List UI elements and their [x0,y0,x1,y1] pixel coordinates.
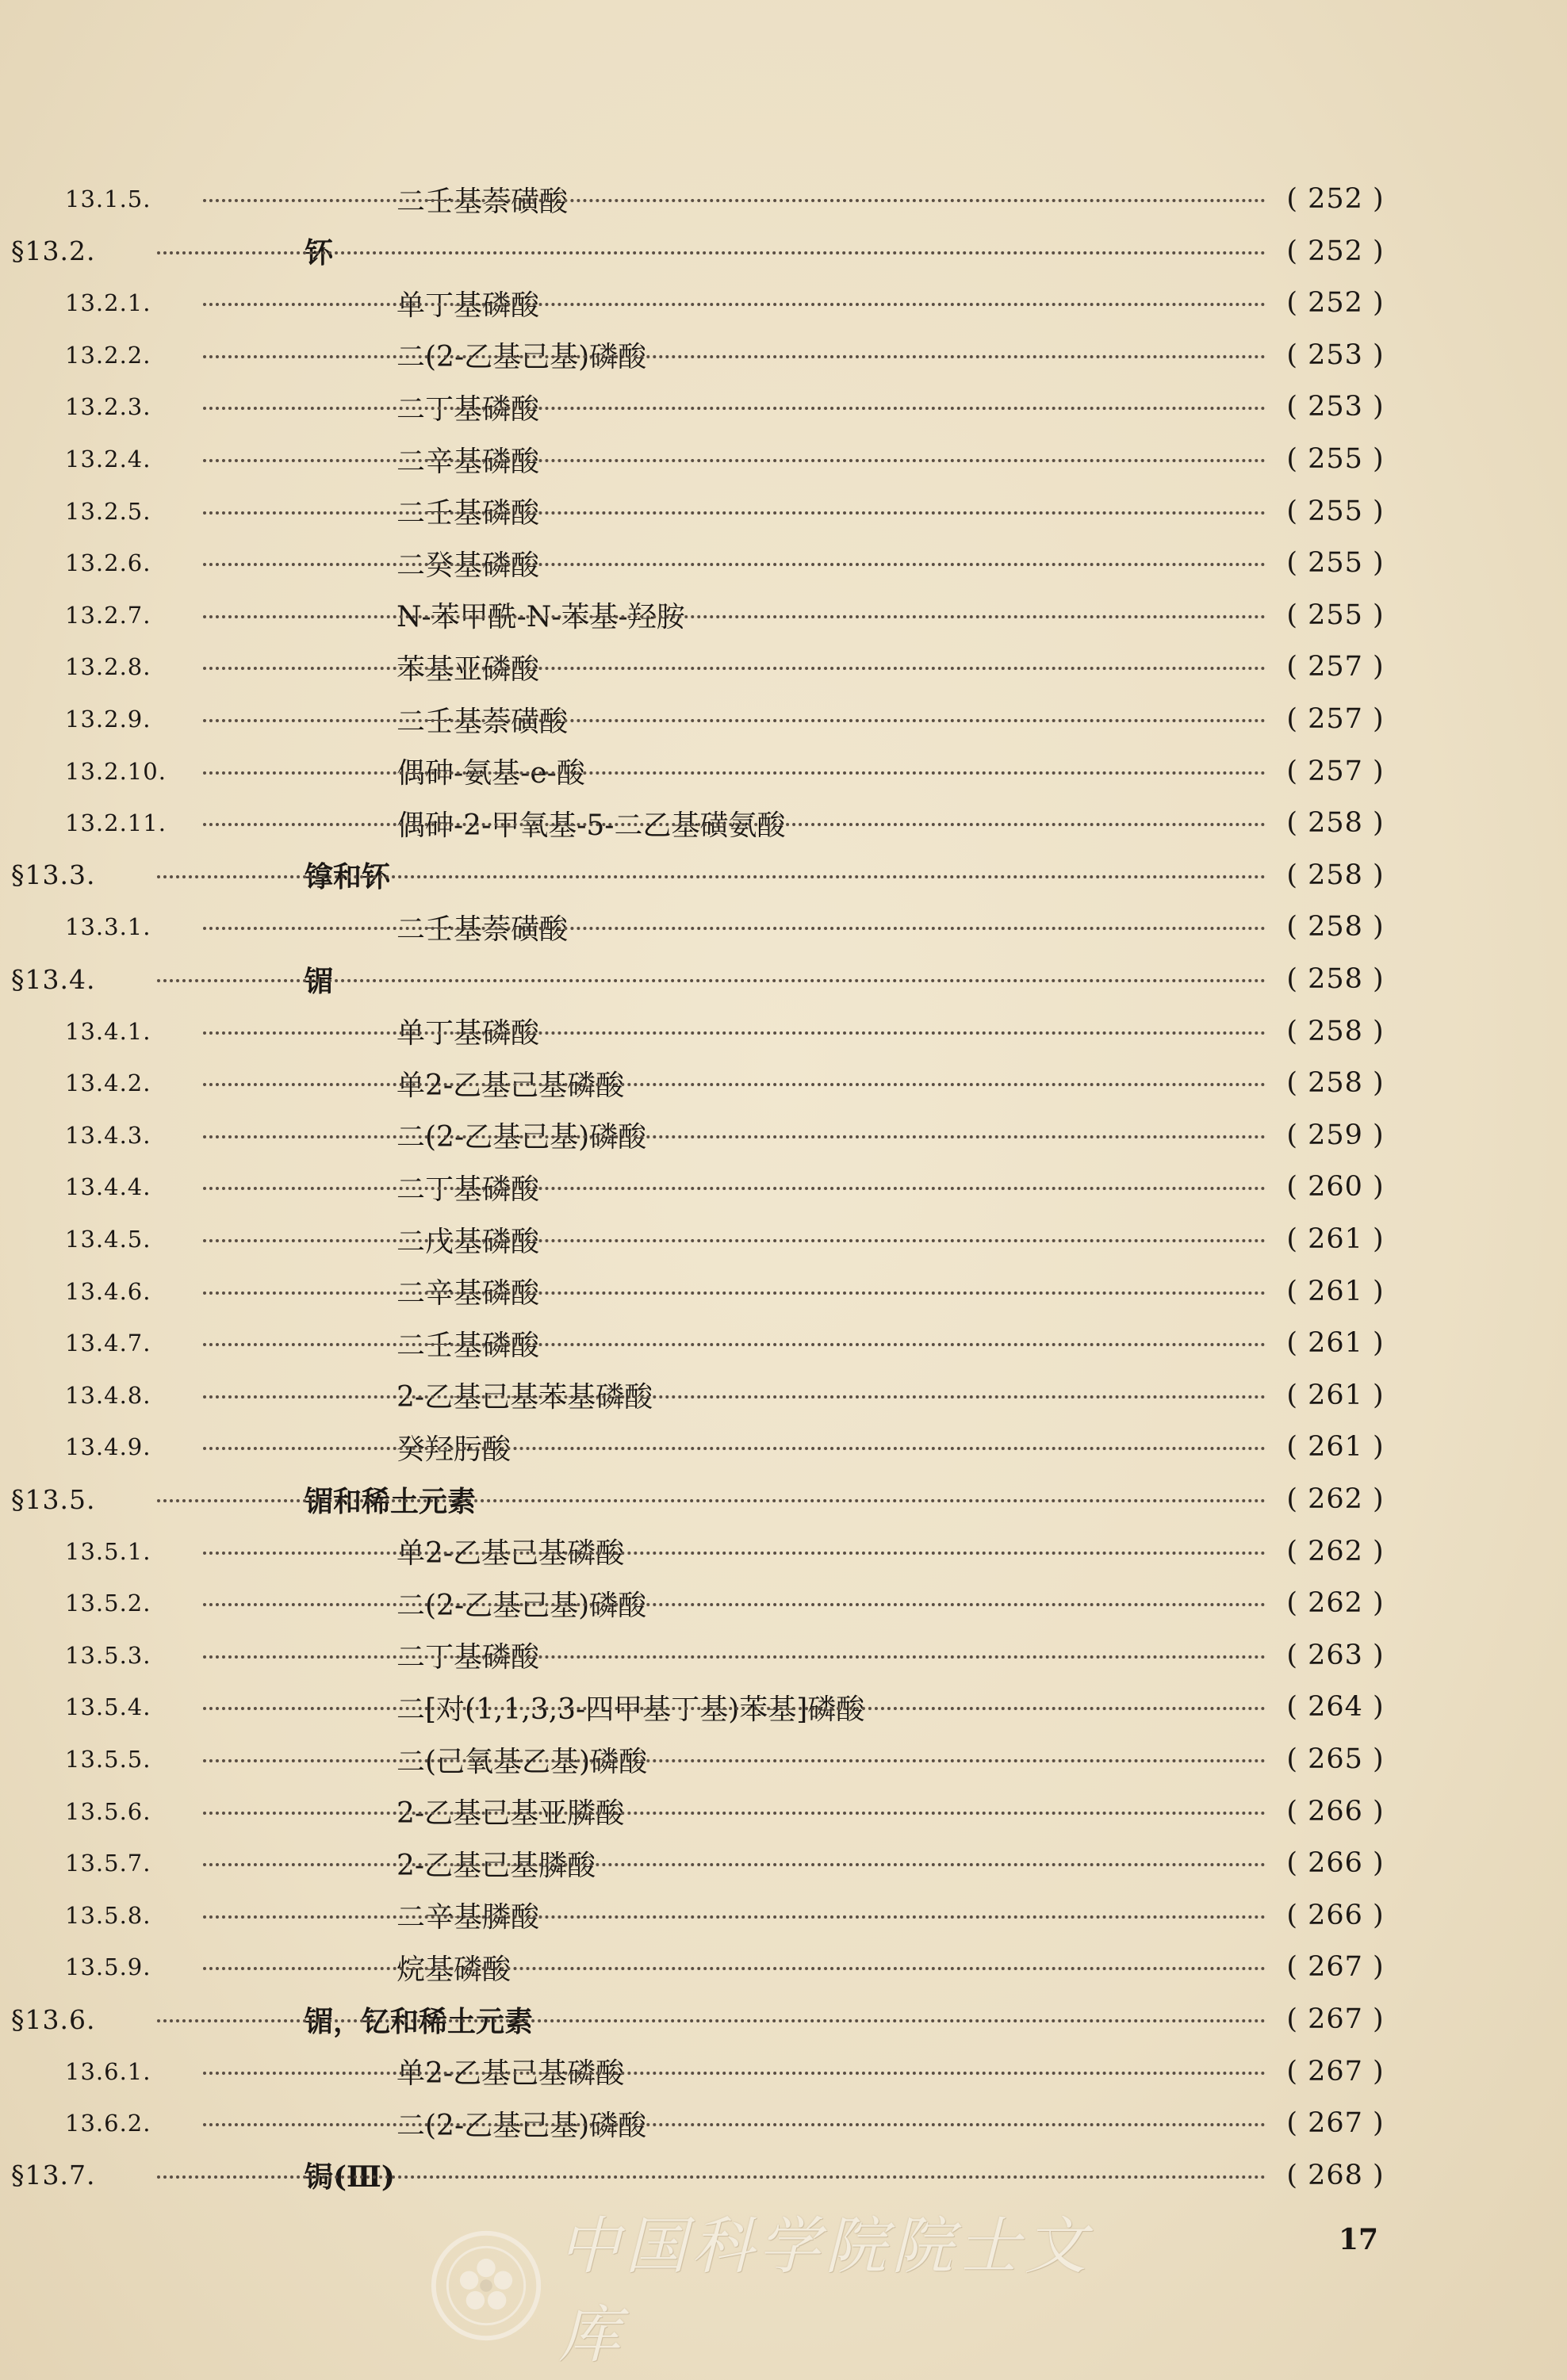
toc-subsection-row [0,1005,1567,1058]
toc-entry-number: 13.4.4. [65,1173,151,1201]
toc-entry-number: 13.2.1. [65,289,151,317]
toc-entry-number: 13.4.9. [65,1433,151,1461]
toc-entry-number: 13.4.1. [65,1017,151,1045]
toc-section-row [0,225,1567,277]
toc-entry-number: 13.2.3. [65,393,151,421]
dot-leader [203,1031,1266,1035]
toc-subsection-row [0,693,1567,745]
dot-leader [203,1447,1266,1450]
dot-leader [203,2072,1266,2075]
toc-page-reference: ( 268 ) [1286,2159,1385,2191]
toc-entry-title: 二壬基磷酸 [397,1329,540,1362]
toc-page-reference: ( 261 ) [1286,1327,1385,1360]
toc-entry-title: 二壬基萘磺酸 [397,705,569,738]
toc-subsection-row [0,433,1567,485]
toc-subsection-row [0,1525,1567,1578]
toc-page-reference: ( 258 ) [1286,807,1385,840]
toc-page-reference: ( 267 ) [1286,2003,1385,2035]
toc-page-reference: ( 260 ) [1286,1171,1385,1203]
dot-leader [203,1239,1266,1242]
toc-page-reference: ( 265 ) [1286,1743,1385,1775]
toc-subsection-row [0,277,1567,329]
toc-page-reference: ( 266 ) [1286,1847,1385,1880]
toc-section-row [0,1473,1567,1525]
toc-subsection-row [0,641,1567,693]
toc-page-reference: ( 255 ) [1286,599,1385,631]
dot-leader [203,1083,1266,1086]
toc-subsection-row [0,2045,1567,2098]
toc-subsection-row [0,381,1567,433]
dot-leader [203,1395,1266,1399]
dot-leader [203,1135,1266,1138]
dot-leader [157,875,1266,878]
toc-page-reference: ( 261 ) [1286,1275,1385,1307]
toc-page-reference: ( 253 ) [1286,391,1385,423]
toc-entry-number: 13.2.5. [65,497,151,525]
toc-subsection-row [0,485,1567,538]
toc-entry-title: 二壬基磷酸 [397,497,540,530]
toc-entry-number: 13.4.8. [65,1381,151,1409]
toc-subsection-row [0,329,1567,381]
toc-entry-number: §13.3. [11,859,96,891]
dot-leader [157,1499,1266,1502]
dot-leader [157,979,1266,982]
toc-entry-title: 二戊基磷酸 [397,1225,540,1258]
toc-entry-title: 单丁基磷酸 [397,1017,540,1050]
toc-entry-number: 13.2.10. [65,757,167,785]
toc-entry-number: 13.5.1. [65,1537,151,1565]
toc-entry-title: 烷基磷酸 [397,1953,511,1986]
toc-subsection-row [0,1369,1567,1421]
toc-page-reference: ( 258 ) [1286,911,1385,943]
toc-page-reference: ( 264 ) [1286,1691,1385,1724]
toc-entry-title: 二癸基磷酸 [397,549,540,582]
toc-entry-number: 13.6.1. [65,2057,151,2085]
dot-leader [157,2175,1266,2179]
toc-entry-number: 13.5.5. [65,1746,151,1773]
toc-subsection-row [0,537,1567,589]
toc-entry-title: 二(2-乙基己基)磷酸 [397,2109,647,2142]
toc-page-reference: ( 257 ) [1286,703,1385,735]
toc-page-reference: ( 259 ) [1286,1119,1385,1151]
toc-entry-title: 二丁基磷酸 [397,392,540,426]
toc-entry-title: 钚 [305,236,334,270]
toc-entry-title: 二辛基膦酸 [397,1901,540,1934]
toc-entry-title: 镅 [305,964,334,998]
dot-leader [203,199,1266,202]
toc-entry-title: 癸羟肟酸 [397,1433,511,1466]
toc-page-reference: ( 262 ) [1286,1587,1385,1620]
dot-leader [203,2123,1266,2126]
toc-page-reference: ( 266 ) [1286,1899,1385,1931]
toc-page-reference: ( 266 ) [1286,1795,1385,1827]
toc-subsection-row [0,1421,1567,1473]
toc-page-reference: ( 255 ) [1286,495,1385,527]
toc-subsection-row [0,1837,1567,1889]
toc-page-reference: ( 267 ) [1286,2055,1385,2087]
dot-leader [203,1343,1266,1346]
dot-leader [203,1291,1266,1295]
toc-entry-number: 13.4.5. [65,1226,151,1253]
dot-leader [203,1967,1266,1970]
toc-page-reference: ( 258 ) [1286,963,1385,995]
toc-page-reference: ( 257 ) [1286,755,1385,787]
toc-subsection-row [0,745,1567,798]
toc-entry-number: 13.5.8. [65,1901,151,1929]
dot-leader [203,355,1266,358]
toc-subsection-row [0,1317,1567,1369]
dot-leader [203,1187,1266,1190]
dot-leader [203,1863,1266,1866]
toc-entry-number: 13.2.6. [65,549,151,577]
toc-entry-title: 锔(Ⅲ) [305,2160,395,2194]
toc-subsection-row [0,1629,1567,1682]
dot-leader [203,1915,1266,1919]
toc-entry-title: 偶砷-2-甲氧基-5-二乙基磺氨酸 [397,809,786,842]
toc-entry-number: 13.4.6. [65,1277,151,1305]
toc-entry-number: 13.3.1. [65,913,151,941]
toc-entry-title: 二辛基磷酸 [397,1277,540,1311]
dot-leader [203,823,1266,826]
toc-entry-title: 二(2-乙基己基)磷酸 [397,341,647,374]
toc-section-row [0,1993,1567,2045]
toc-subsection-row [0,589,1567,641]
toc-page-reference: ( 262 ) [1286,1483,1385,1515]
toc-entry-title: 二(2-乙基己基)磷酸 [397,1121,647,1154]
dot-leader [157,2019,1266,2022]
page-number: 17 [1339,2223,1379,2256]
toc-entry-number: §13.4. [11,963,96,995]
toc-entry-number: 13.4.3. [65,1121,151,1149]
toc-page-reference: ( 257 ) [1286,651,1385,683]
toc-entry-number: 13.6.2. [65,2110,151,2137]
toc-page-reference: ( 253 ) [1286,339,1385,371]
dot-leader [203,667,1266,670]
toc-page-reference: ( 263 ) [1286,1639,1385,1671]
toc-subsection-row [0,1733,1567,1785]
watermark-text: 中国科学院院士文库 [558,2211,1092,2371]
toc-entry-number: 13.2.11. [65,809,167,837]
toc-section-row [0,953,1567,1005]
dot-leader [203,563,1266,566]
toc-subsection-row [0,1161,1567,1213]
toc-subsection-row [0,1681,1567,1733]
toc-page-reference: ( 258 ) [1286,1015,1385,1047]
academy-seal-icon [428,2226,544,2345]
toc-page-reference: ( 267 ) [1286,2107,1385,2140]
toc-entry-title: 单2-乙基己基磷酸 [397,1537,625,1571]
toc-entry-title: 二辛基磷酸 [397,445,540,478]
toc-subsection-row [0,173,1567,225]
toc-entry-number: 13.5.4. [65,1693,151,1721]
toc-entry-number: 13.5.2. [65,1590,151,1617]
toc-entry-number: 13.4.2. [65,1069,151,1097]
toc-subsection-row [0,1941,1567,1993]
toc-subsection-row [0,901,1567,953]
toc-entry-title: 二(己氧基乙基)磷酸 [397,1745,648,1778]
dot-leader [203,459,1266,462]
toc-entry-title: 二丁基磷酸 [397,1641,540,1674]
toc-entry-number: 13.2.2. [65,341,151,369]
toc-entry-number: 13.2.8. [65,653,151,681]
toc-entry-number: 13.5.3. [65,1641,151,1669]
watermark [428,2211,1142,2371]
toc-page-reference: ( 252 ) [1286,287,1385,320]
dot-leader [203,719,1266,722]
dot-leader [203,771,1266,775]
toc-entry-title: 二壬基萘磺酸 [397,913,569,946]
dot-leader [203,1707,1266,1710]
toc-entry-number: 13.2.7. [65,601,151,629]
toc-entry-title: 2-乙基己基膦酸 [397,1849,596,1882]
dot-leader [203,511,1266,515]
toc-subsection-row [0,1265,1567,1318]
dot-leader [203,615,1266,618]
toc-page-reference: ( 255 ) [1286,547,1385,580]
toc-entry-title: 2-乙基己基亚膦酸 [397,1797,625,1831]
toc-entry-title: 2-乙基己基苯基磷酸 [397,1381,653,1414]
dot-leader [203,1759,1266,1762]
toc-entry-title: 镎和钚 [305,860,391,894]
toc-entry-title: 苯基亚磷酸 [397,652,540,686]
toc-entry-number: §13.7. [11,2160,96,2191]
toc-entry-title: 偶砷-氨基-e-酸 [397,757,585,790]
dot-leader [203,407,1266,410]
toc-subsection-row [0,1577,1567,1629]
toc-subsection-row [0,797,1567,849]
toc-page-reference: ( 252 ) [1286,183,1385,215]
toc-page-reference: ( 262 ) [1286,1535,1385,1567]
toc-entry-title: 二丁基磷酸 [397,1173,540,1206]
toc-entry-number: §13.5. [11,1483,96,1515]
toc-page-reference: ( 258 ) [1286,1067,1385,1100]
toc-page-reference: ( 261 ) [1286,1431,1385,1464]
toc-subsection-row [0,1889,1567,1942]
toc-entry-number: 13.2.4. [65,446,151,473]
toc-entry-title: 二[对(1,1,3,3-四甲基丁基)苯基]磷酸 [397,1693,865,1726]
toc-page-reference: ( 258 ) [1286,859,1385,891]
toc-subsection-row [0,1785,1567,1838]
toc-entry-title: 单2-乙基己基磷酸 [397,2057,625,2091]
dot-leader [203,927,1266,930]
toc-entry-title: 镅，钇和稀土元素 [305,2004,534,2038]
toc-entry-number: 13.2.9. [65,706,151,733]
dot-leader [157,251,1266,254]
toc-entry-number: 13.5.9. [65,1953,151,1981]
toc-page-reference: ( 252 ) [1286,235,1385,267]
toc-entry-title: 单丁基磷酸 [397,289,540,322]
dot-leader [203,1655,1266,1659]
toc-entry-title: 单2-乙基己基磷酸 [397,1069,625,1102]
toc-page-reference: ( 255 ) [1286,443,1385,475]
toc-entry-number: 13.5.6. [65,1797,151,1825]
toc-entry-number: 13.5.7. [65,1850,151,1877]
toc-subsection-row [0,1057,1567,1109]
dot-leader [203,1552,1266,1555]
toc-section-row [0,849,1567,901]
toc-entry-number: 13.4.7. [65,1330,151,1357]
toc-entry-number: 13.1.5. [65,186,151,212]
toc-entry-title: 二(2-乙基己基)磷酸 [397,1589,647,1622]
toc-subsection-row [0,1109,1567,1161]
toc-page-reference: ( 261 ) [1286,1223,1385,1255]
toc-entry-title: N-苯甲酰-N-苯基-羟胺 [397,601,685,634]
toc-entry-number: §13.2. [11,235,96,267]
dot-leader [203,303,1266,306]
toc-entry-title: 镅和稀土元素 [305,1484,477,1518]
dot-leader [203,1812,1266,1815]
toc-page-reference: ( 261 ) [1286,1379,1385,1411]
toc-entry-number: §13.6. [11,2003,96,2035]
toc-subsection-row [0,1213,1567,1265]
toc-entry-title: 二壬基萘磺酸 [397,185,569,218]
dot-leader [203,1603,1266,1606]
toc-section-row [0,2149,1567,2202]
toc-subsection-row [0,2097,1567,2149]
toc-page-reference: ( 267 ) [1286,1951,1385,1984]
